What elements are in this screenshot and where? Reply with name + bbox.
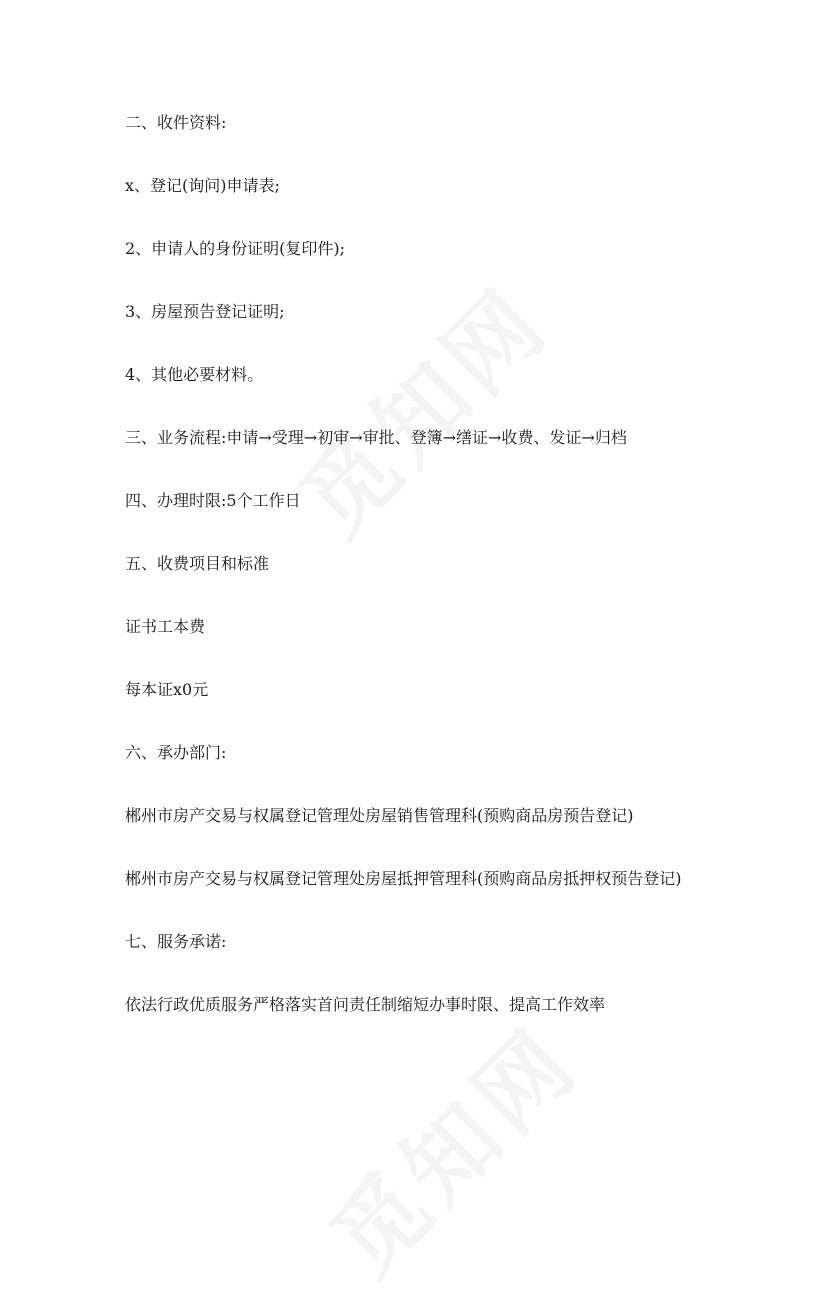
section-heading-process: 三、业务流程:申请→受理→初审→审批、登簿→缮证→收费、发证→归档 — [125, 428, 627, 447]
section-heading-department: 六、承办部门: — [125, 743, 227, 762]
list-item: 4、其他必要材料。 — [125, 365, 264, 384]
section-heading-fees: 五、收费项目和标准 — [125, 554, 270, 573]
department-item: 郴州市房产交易与权属登记管理处房屋抵押管理科(预购商品房抵押权预告登记) — [125, 869, 682, 888]
list-item: 2、申请人的身份证明(复印件); — [125, 239, 346, 258]
section-heading-commitment: 七、服务承诺: — [125, 932, 227, 951]
list-item: x、登记(询问)申请表; — [125, 176, 280, 195]
commitment-text: 依法行政优质服务严格落实首问责任制缩短办事时限、提高工作效率 — [125, 995, 606, 1014]
fee-item: 证书工本费 — [125, 617, 206, 636]
document-body — [125, 108, 725, 1053]
section-heading-materials: 二、收件资料: — [125, 113, 227, 132]
department-item: 郴州市房产交易与权属登记管理处房屋销售管理科(预购商品房预告登记) — [125, 806, 634, 825]
list-item: 3、房屋预告登记证明; — [125, 302, 285, 321]
section-heading-time-limit: 四、办理时限:5个工作日 — [125, 491, 301, 510]
fee-amount: 每本证x0元 — [125, 680, 209, 699]
